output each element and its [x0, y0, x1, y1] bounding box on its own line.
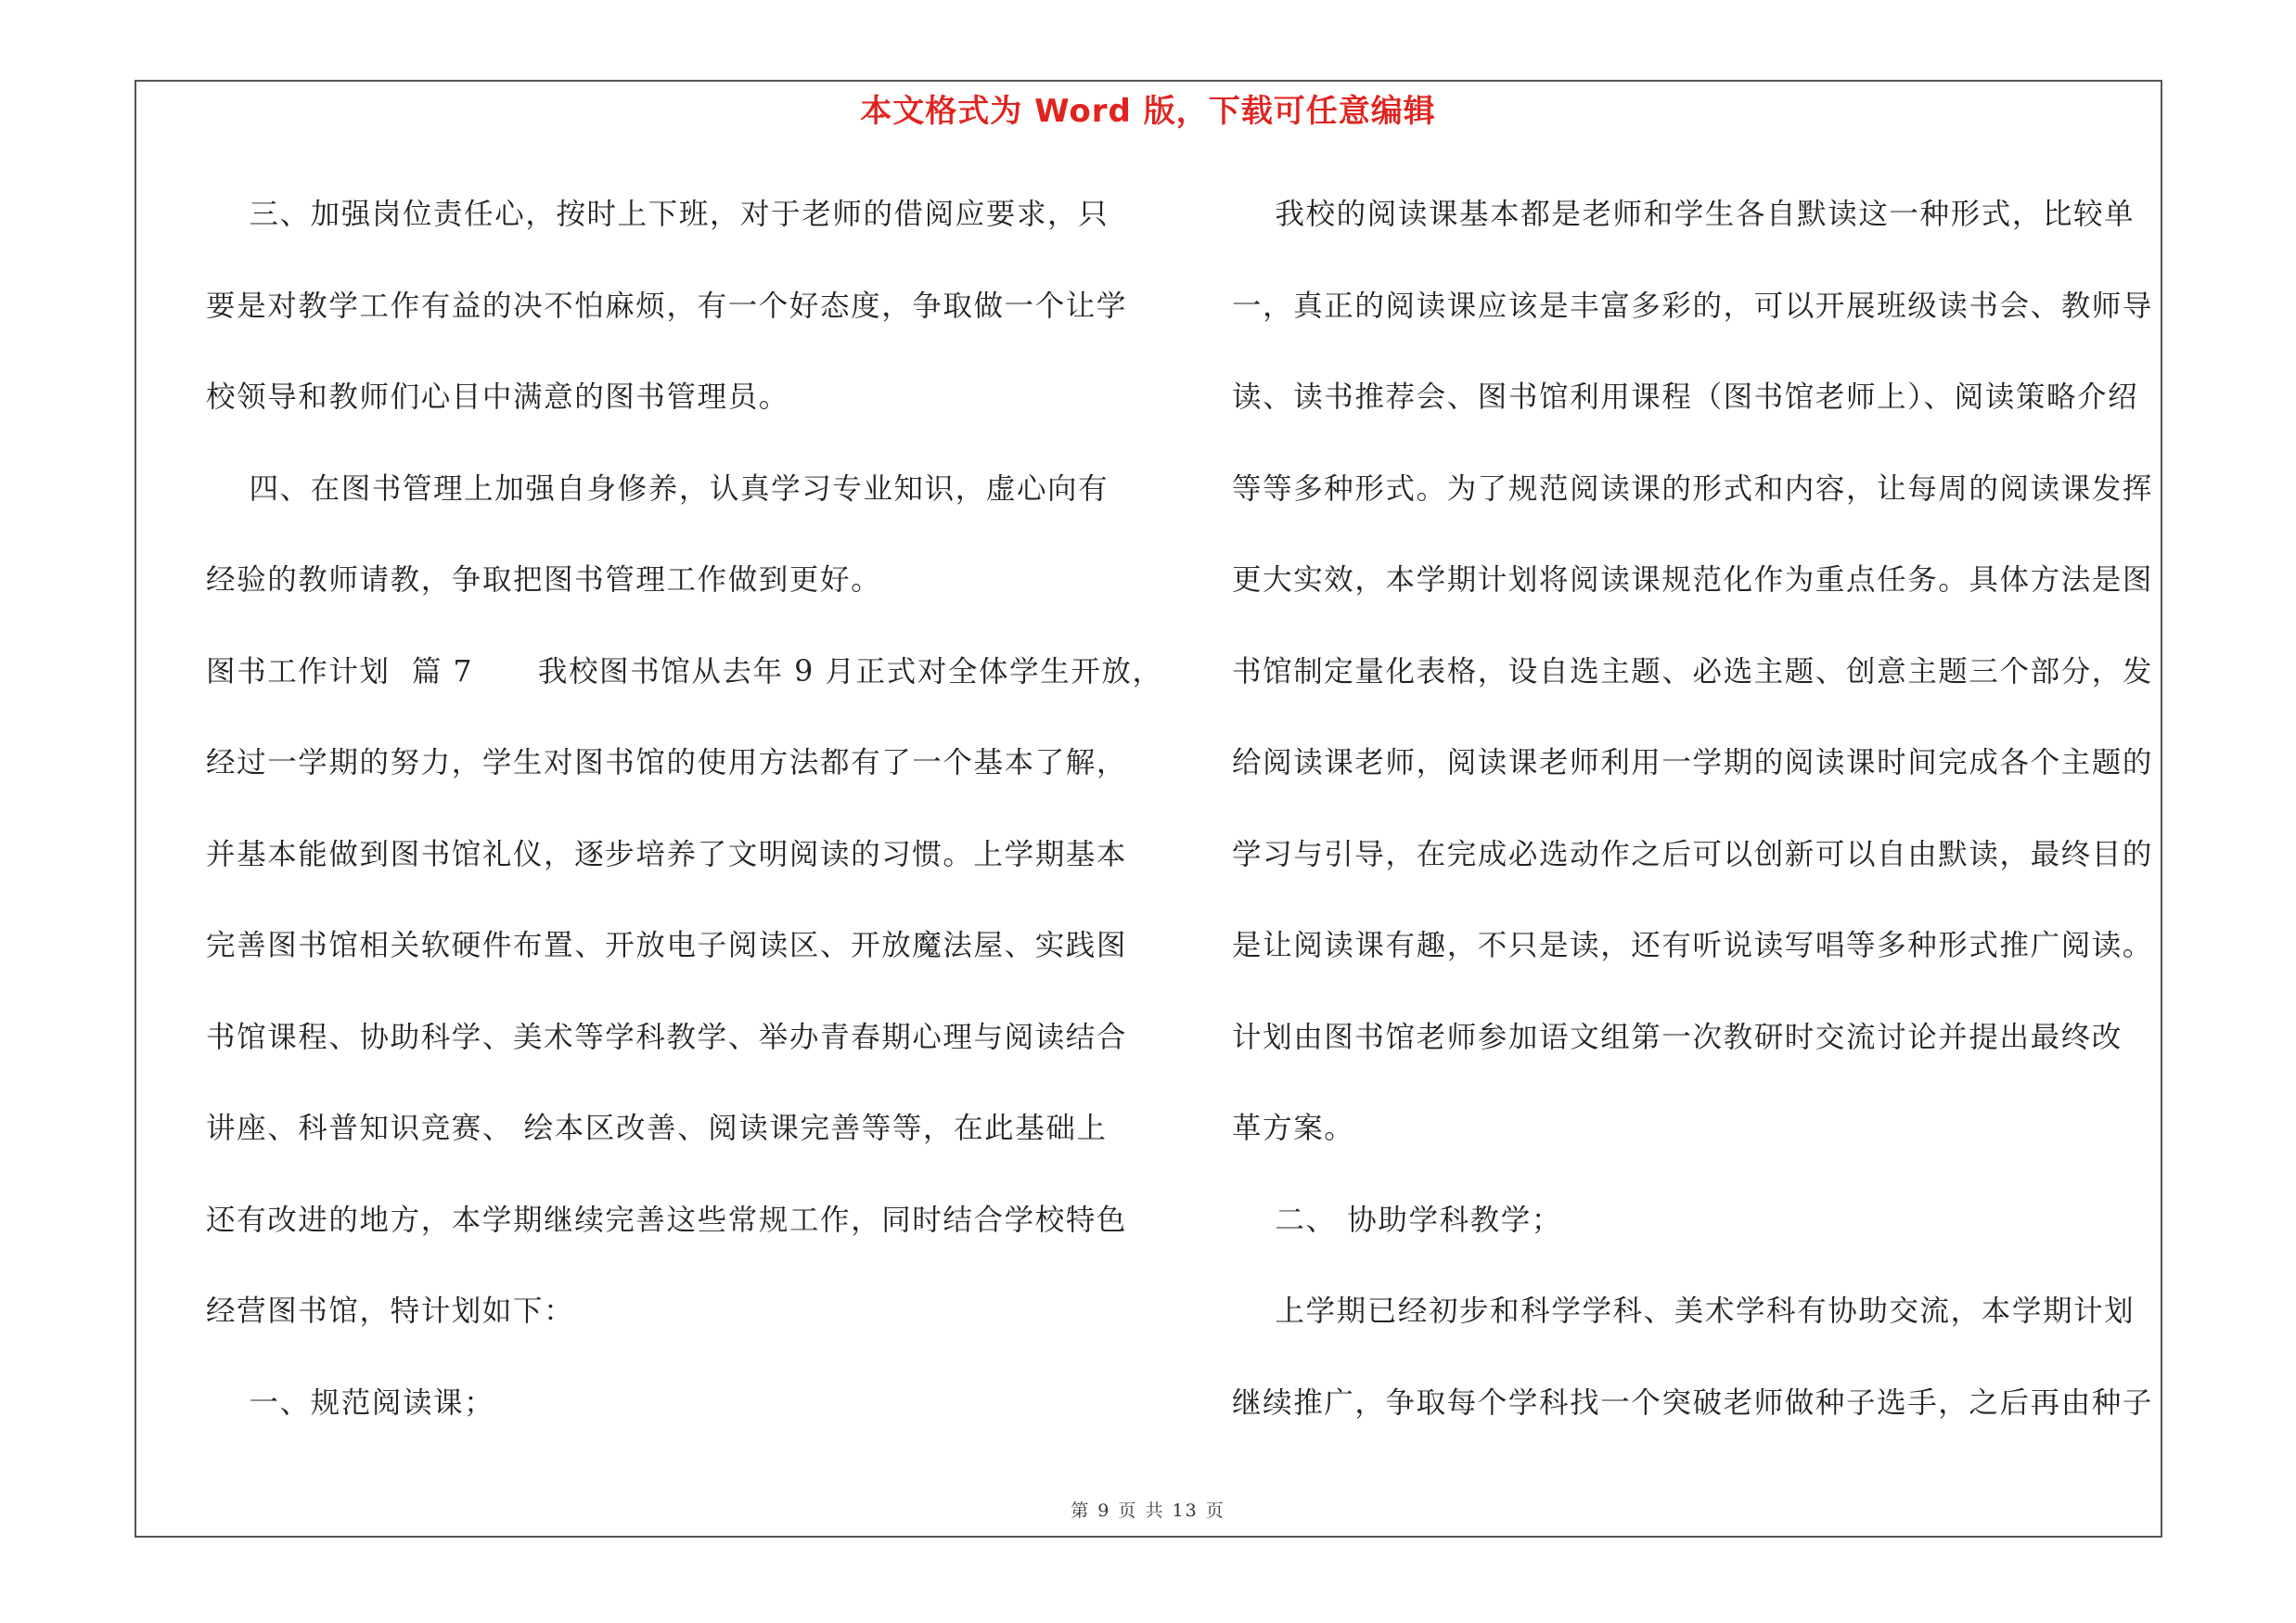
text-line: 并基本能做到图书馆礼仪，逐步培养了文明阅读的习惯。上学期基本	[206, 837, 1128, 871]
left-text-column	[206, 182, 1163, 1462]
text-line: 四、在图书管理上加强自身修养，认真学习专业知识，虚心向有	[206, 471, 1110, 506]
text-line: 图书工作计划 篇 7 我校图书馆从去年 9 月正式对全体学生开放，	[206, 654, 1163, 689]
text-line: 读、读书推荐会、图书馆利用课程（图书馆老师上）、阅读策略介绍	[1232, 380, 2139, 414]
text-line: 我校的阅读课基本都是老师和学生各自默读这一种形式，比较单	[1232, 198, 2136, 231]
text-line: 完善图书馆相关软硬件布置、开放电子阅读区、开放魔法屋、实践图	[206, 929, 1128, 962]
text-line: 一、规范阅读课；	[206, 1385, 495, 1420]
document-banner: 本文格式为 Word 版，下载可任意编辑	[860, 93, 1436, 130]
text-line: 继续推广，争取每个学科找一个突破老师做种子选手，之后再由种子	[1232, 1385, 2154, 1420]
text-line: 二、 协助学科教学；	[1232, 1203, 1562, 1237]
text-line: 上学期已经初步和科学学科、美术学科有协助交流，本学期计划	[1232, 1295, 2136, 1328]
text-line: 更大实效，本学期计划将阅读课规范化作为重点任务。具体方法是图	[1232, 563, 2154, 597]
page-number-footer: 第 9 页 共 13 页	[1071, 1501, 1225, 1521]
text-line: 是让阅读课有趣，不只是读，还有听说读写唱等多种形式推广阅读。	[1232, 929, 2154, 962]
text-line: 书馆课程、协助科学、美术等学科教学、举办青春期心理与阅读结合	[206, 1020, 1128, 1054]
text-line: 给阅读课老师，阅读课老师利用一学期的阅读课时间完成各个主题的	[1232, 746, 2154, 779]
text-line: 一，真正的阅读课应该是丰富多彩的，可以开展班级读书会、教师导	[1232, 289, 2154, 323]
text-line: 校领导和教师们心目中满意的图书管理员。	[206, 380, 789, 414]
text-line: 经营图书馆，特计划如下：	[206, 1295, 575, 1328]
text-line: 革方案。	[1232, 1112, 1355, 1145]
text-line: 经验的教师请教，争取把图书管理工作做到更好。	[206, 563, 882, 597]
text-line: 还有改进的地方，本学期继续完善这些常规工作，同时结合学校特色	[206, 1203, 1128, 1237]
text-line: 三、加强岗位责任心，按时上下班，对于老师的借阅应要求，只	[206, 198, 1110, 231]
text-line: 计划由图书馆老师参加语文组第一次教研时交流讨论并提出最终改	[1232, 1020, 2123, 1054]
text-line: 书馆制定量化表格，设自选主题、必选主题、创意主题三个部分，发	[1232, 654, 2154, 689]
text-line: 等等多种形式。为了规范阅读课的形式和内容，让每周的阅读课发挥	[1232, 471, 2154, 506]
text-line: 要是对教学工作有益的决不怕麻烦，有一个好态度，争取做一个让学	[206, 289, 1128, 323]
text-line: 经过一学期的努力，学生对图书馆的使用方法都有了一个基本了解，	[206, 746, 1128, 779]
right-text-column	[1232, 182, 2169, 1462]
text-line: 讲座、科普知识竞赛、 绘本区改善、阅读课完善等等，在此基础上	[206, 1112, 1108, 1145]
text-line: 学习与引导，在完成必选动作之后可以创新可以自由默读，最终目的	[1232, 837, 2154, 871]
